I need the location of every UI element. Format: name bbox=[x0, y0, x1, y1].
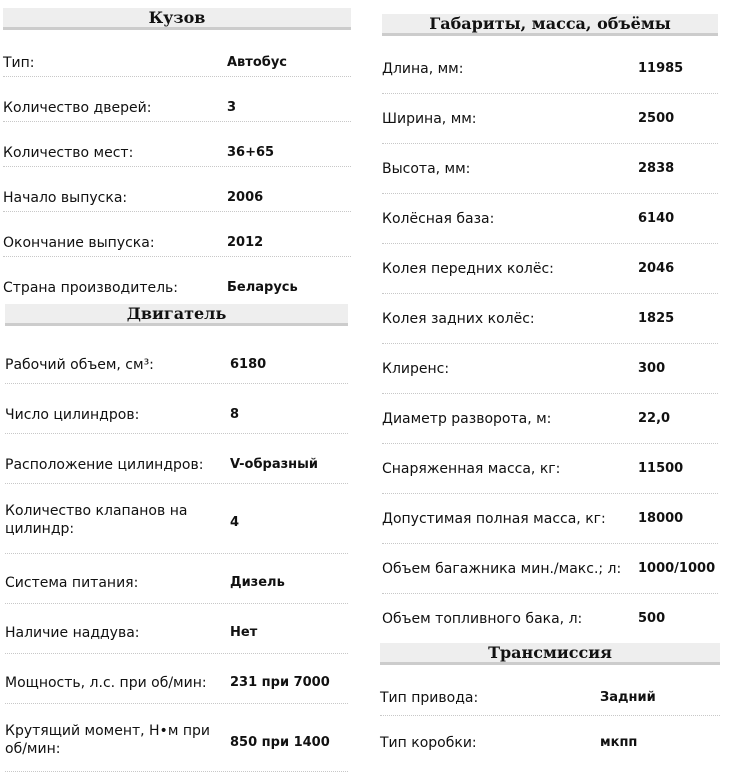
spec-row-length bbox=[382, 44, 718, 94]
spec-label: Страна производитель: bbox=[3, 280, 179, 296]
spec-value: 4 bbox=[230, 515, 240, 530]
spec-value: 2012 bbox=[227, 235, 264, 250]
spec-value: 11500 bbox=[638, 461, 684, 476]
spec-label: Допустимая полная масса, кг: bbox=[382, 511, 606, 527]
spec-row-seats bbox=[3, 122, 351, 167]
spec-label: Тип: bbox=[3, 55, 35, 71]
spec-row-start bbox=[3, 167, 351, 212]
spec-label: Длина, мм: bbox=[382, 61, 464, 77]
spec-value: 2046 bbox=[638, 261, 675, 276]
spec-row-clearance bbox=[382, 344, 718, 394]
spec-label: Число цилиндров: bbox=[5, 407, 140, 423]
spec-row-height bbox=[382, 144, 718, 194]
spec-row-power bbox=[5, 654, 348, 704]
spec-row-fuel-tank bbox=[382, 594, 718, 644]
section-header-engine: Двигатель bbox=[5, 304, 348, 326]
spec-value: V-образный bbox=[230, 457, 318, 472]
spec-row-front-track bbox=[382, 244, 718, 294]
spec-row-layout bbox=[5, 434, 348, 484]
spec-value: 300 bbox=[638, 361, 666, 376]
spec-row-rear-track bbox=[382, 294, 718, 344]
spec-label: Клиренс: bbox=[382, 361, 450, 377]
spec-value: Автобус bbox=[227, 55, 288, 70]
spec-row-gross-weight bbox=[382, 494, 718, 544]
spec-value: Задний bbox=[600, 690, 656, 705]
spec-value: 18000 bbox=[638, 511, 684, 526]
spec-label: Ширина, мм: bbox=[382, 111, 477, 127]
spec-label: Колея передних колёс: bbox=[382, 261, 554, 277]
spec-value: 22,0 bbox=[638, 411, 671, 426]
spec-label: Снаряженная масса, кг: bbox=[382, 461, 561, 477]
spec-label: Количество клапанов на цилиндр: bbox=[5, 503, 188, 537]
spec-label: Колёсная база: bbox=[382, 211, 495, 227]
spec-label: Объем багажника мин./макс.; л: bbox=[382, 561, 622, 577]
spec-value: 850 при 1400 bbox=[230, 735, 330, 750]
spec-value: 6180 bbox=[230, 357, 267, 372]
spec-row-drive bbox=[380, 671, 720, 716]
spec-value: 231 при 7000 bbox=[230, 675, 330, 690]
spec-label: Расположение цилиндров: bbox=[5, 457, 204, 473]
spec-label: Система питания: bbox=[5, 575, 139, 591]
spec-value: 3 bbox=[227, 100, 237, 115]
spec-value: 11985 bbox=[638, 61, 684, 76]
spec-label: Крутящий момент, Н•м при об/мин: bbox=[5, 723, 210, 757]
spec-value: Нет bbox=[230, 625, 258, 640]
spec-label: Начало выпуска: bbox=[3, 190, 128, 206]
spec-value: 2500 bbox=[638, 111, 675, 126]
spec-label: Количество дверей: bbox=[3, 100, 152, 116]
spec-label: Тип привода: bbox=[380, 690, 479, 706]
spec-value: Беларусь bbox=[227, 280, 298, 295]
spec-row-turbo bbox=[5, 604, 348, 654]
spec-value: 500 bbox=[638, 611, 666, 626]
spec-value: 36+65 bbox=[227, 145, 275, 160]
spec-row-country bbox=[3, 257, 351, 302]
spec-label: Мощность, л.с. при об/мин: bbox=[5, 675, 207, 691]
spec-value: 1000/1000 bbox=[638, 561, 716, 576]
spec-value: 1825 bbox=[638, 311, 675, 326]
spec-row-doors bbox=[3, 77, 351, 122]
spec-value: 2006 bbox=[227, 190, 264, 205]
spec-row-cylinders bbox=[5, 384, 348, 434]
spec-value: мкпп bbox=[600, 735, 638, 750]
spec-row-gearbox bbox=[380, 716, 720, 756]
spec-label: Наличие наддува: bbox=[5, 625, 140, 641]
spec-label: Диаметр разворота, м: bbox=[382, 411, 552, 427]
spec-row-displacement bbox=[5, 334, 348, 384]
spec-row-width bbox=[382, 94, 718, 144]
spec-row-type bbox=[3, 32, 351, 77]
spec-value: 6140 bbox=[638, 211, 675, 226]
spec-value: 8 bbox=[230, 407, 240, 422]
spec-label: Высота, мм: bbox=[382, 161, 471, 177]
section-header-body: Кузов bbox=[3, 8, 351, 30]
spec-row-trunk bbox=[382, 544, 718, 594]
spec-label: Колея задних колёс: bbox=[382, 311, 535, 327]
spec-value: 2838 bbox=[638, 161, 675, 176]
spec-row-end bbox=[3, 212, 351, 257]
spec-label: Окончание выпуска: bbox=[3, 235, 155, 251]
spec-label: Рабочий объем, см³: bbox=[5, 357, 154, 373]
spec-row-valves bbox=[5, 484, 348, 554]
spec-label: Количество мест: bbox=[3, 145, 134, 161]
spec-label: Тип коробки: bbox=[380, 735, 477, 751]
spec-row-turning bbox=[382, 394, 718, 444]
section-header-transmission: Трансмиссия bbox=[380, 643, 720, 665]
spec-row-curb-weight bbox=[382, 444, 718, 494]
spec-row-fuel bbox=[5, 554, 348, 604]
spec-label: Объем топливного бака, л: bbox=[382, 611, 583, 627]
spec-row-wheelbase bbox=[382, 194, 718, 244]
spec-row-torque bbox=[5, 704, 348, 772]
section-header-dimensions: Габариты, масса, объёмы bbox=[382, 14, 718, 36]
spec-value: Дизель bbox=[230, 575, 285, 590]
